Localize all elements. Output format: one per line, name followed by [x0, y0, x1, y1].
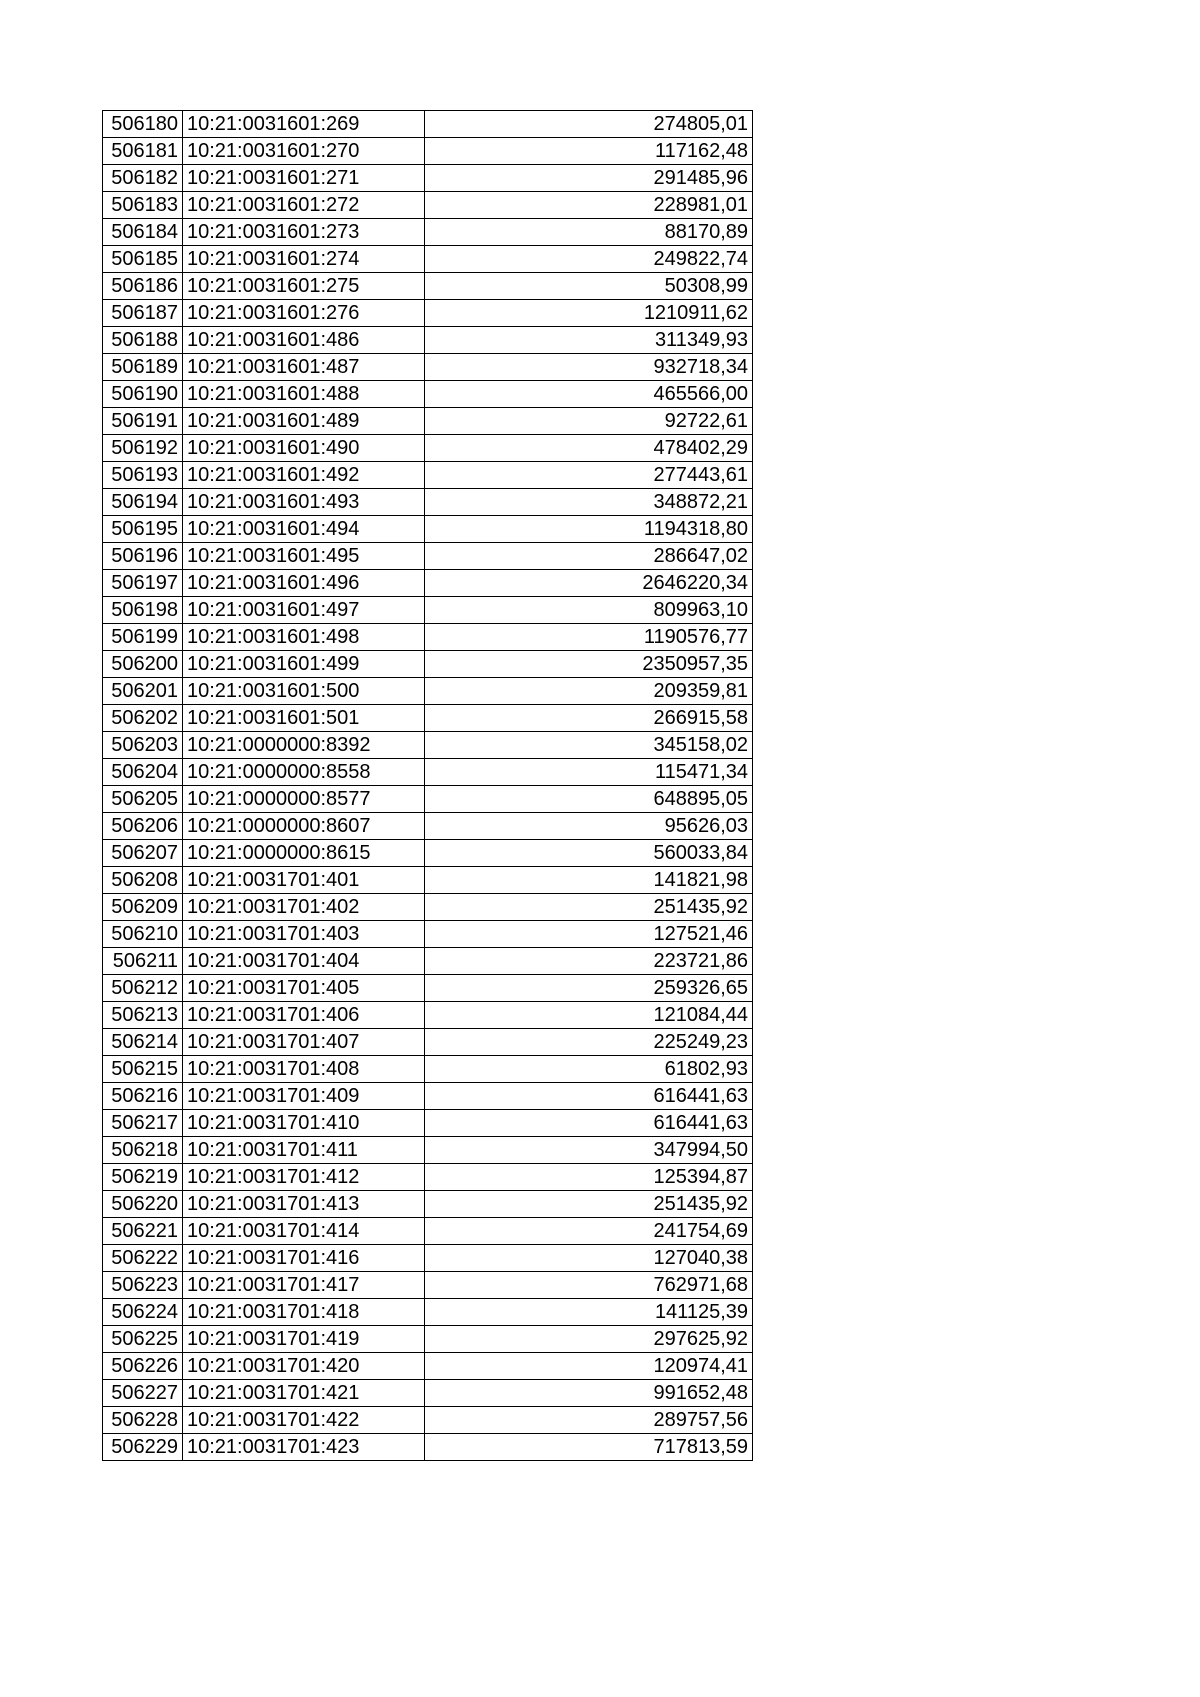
cadastral-number-cell: 10:21:0031701:402 [183, 894, 425, 921]
value-cell: 120974,41 [425, 1353, 753, 1380]
value-cell: 125394,87 [425, 1164, 753, 1191]
row-id-cell: 506203 [103, 732, 183, 759]
row-id-cell: 506186 [103, 273, 183, 300]
table-row [103, 1245, 753, 1272]
row-id-cell: 506184 [103, 219, 183, 246]
cadastral-number-cell: 10:21:0031701:413 [183, 1191, 425, 1218]
table-row [103, 1272, 753, 1299]
data-table [102, 110, 753, 1461]
cadastral-number-cell: 10:21:0031701:410 [183, 1110, 425, 1137]
table-row [103, 489, 753, 516]
row-id-cell: 506190 [103, 381, 183, 408]
value-cell: 762971,68 [425, 1272, 753, 1299]
cadastral-number-cell: 10:21:0031601:273 [183, 219, 425, 246]
cadastral-number-cell: 10:21:0000000:8607 [183, 813, 425, 840]
row-id-cell: 506187 [103, 300, 183, 327]
cadastral-number-cell: 10:21:0000000:8615 [183, 840, 425, 867]
value-cell: 291485,96 [425, 165, 753, 192]
value-cell: 61802,93 [425, 1056, 753, 1083]
value-cell: 251435,92 [425, 894, 753, 921]
table-row [103, 408, 753, 435]
row-id-cell: 506182 [103, 165, 183, 192]
value-cell: 228981,01 [425, 192, 753, 219]
cadastral-number-cell: 10:21:0031601:500 [183, 678, 425, 705]
table-row [103, 570, 753, 597]
row-id-cell: 506209 [103, 894, 183, 921]
table-row [103, 867, 753, 894]
row-id-cell: 506201 [103, 678, 183, 705]
row-id-cell: 506226 [103, 1353, 183, 1380]
value-cell: 225249,23 [425, 1029, 753, 1056]
table-row [103, 1380, 753, 1407]
row-id-cell: 506219 [103, 1164, 183, 1191]
cadastral-number-cell: 10:21:0031601:489 [183, 408, 425, 435]
row-id-cell: 506214 [103, 1029, 183, 1056]
row-id-cell: 506213 [103, 1002, 183, 1029]
value-cell: 95626,03 [425, 813, 753, 840]
cadastral-number-cell: 10:21:0031601:488 [183, 381, 425, 408]
cadastral-number-cell: 10:21:0031601:499 [183, 651, 425, 678]
value-cell: 121084,44 [425, 1002, 753, 1029]
row-id-cell: 506202 [103, 705, 183, 732]
table-row [103, 975, 753, 1002]
cadastral-number-cell: 10:21:0031701:412 [183, 1164, 425, 1191]
row-id-cell: 506189 [103, 354, 183, 381]
value-cell: 209359,81 [425, 678, 753, 705]
row-id-cell: 506198 [103, 597, 183, 624]
row-id-cell: 506192 [103, 435, 183, 462]
table-row [103, 138, 753, 165]
cadastral-number-cell: 10:21:0031601:270 [183, 138, 425, 165]
value-cell: 286647,02 [425, 543, 753, 570]
value-cell: 127040,38 [425, 1245, 753, 1272]
cadastral-number-cell: 10:21:0031601:501 [183, 705, 425, 732]
cadastral-number-cell: 10:21:0031601:269 [183, 111, 425, 138]
row-id-cell: 506208 [103, 867, 183, 894]
value-cell: 991652,48 [425, 1380, 753, 1407]
table-row [103, 1407, 753, 1434]
cadastral-number-cell: 10:21:0031701:417 [183, 1272, 425, 1299]
value-cell: 249822,74 [425, 246, 753, 273]
cadastral-number-cell: 10:21:0031701:409 [183, 1083, 425, 1110]
cadastral-number-cell: 10:21:0031701:404 [183, 948, 425, 975]
table-row [103, 1137, 753, 1164]
table-row [103, 1191, 753, 1218]
cadastral-number-cell: 10:21:0031601:274 [183, 246, 425, 273]
row-id-cell: 506197 [103, 570, 183, 597]
table-row [103, 192, 753, 219]
value-cell: 809963,10 [425, 597, 753, 624]
table-body [103, 111, 753, 1461]
row-id-cell: 506215 [103, 1056, 183, 1083]
value-cell: 345158,02 [425, 732, 753, 759]
value-cell: 616441,63 [425, 1083, 753, 1110]
table-row [103, 516, 753, 543]
row-id-cell: 506183 [103, 192, 183, 219]
table-row [103, 219, 753, 246]
cadastral-number-cell: 10:21:0031601:494 [183, 516, 425, 543]
cadastral-number-cell: 10:21:0031601:497 [183, 597, 425, 624]
table-row [103, 705, 753, 732]
row-id-cell: 506223 [103, 1272, 183, 1299]
table-row [103, 1326, 753, 1353]
row-id-cell: 506212 [103, 975, 183, 1002]
table-row [103, 273, 753, 300]
row-id-cell: 506220 [103, 1191, 183, 1218]
cadastral-number-cell: 10:21:0031701:420 [183, 1353, 425, 1380]
cadastral-number-cell: 10:21:0031601:486 [183, 327, 425, 354]
row-id-cell: 506200 [103, 651, 183, 678]
value-cell: 88170,89 [425, 219, 753, 246]
table-row [103, 597, 753, 624]
row-id-cell: 506204 [103, 759, 183, 786]
value-cell: 289757,56 [425, 1407, 753, 1434]
value-cell: 127521,46 [425, 921, 753, 948]
cadastral-number-cell: 10:21:0031601:490 [183, 435, 425, 462]
value-cell: 717813,59 [425, 1434, 753, 1461]
cadastral-number-cell: 10:21:0031601:271 [183, 165, 425, 192]
table-row [103, 354, 753, 381]
table-row [103, 1434, 753, 1461]
table-row [103, 948, 753, 975]
row-id-cell: 506229 [103, 1434, 183, 1461]
value-cell: 141821,98 [425, 867, 753, 894]
cadastral-number-cell: 10:21:0031601:495 [183, 543, 425, 570]
table-row [103, 651, 753, 678]
value-cell: 141125,39 [425, 1299, 753, 1326]
table-row [103, 1056, 753, 1083]
table-row [103, 1083, 753, 1110]
table-row [103, 678, 753, 705]
cadastral-number-cell: 10:21:0031701:408 [183, 1056, 425, 1083]
cadastral-number-cell: 10:21:0031601:492 [183, 462, 425, 489]
cadastral-number-cell: 10:21:0031701:416 [183, 1245, 425, 1272]
value-cell: 259326,65 [425, 975, 753, 1002]
value-cell: 277443,61 [425, 462, 753, 489]
table-row [103, 300, 753, 327]
value-cell: 616441,63 [425, 1110, 753, 1137]
row-id-cell: 506210 [103, 921, 183, 948]
table-row [103, 111, 753, 138]
row-id-cell: 506191 [103, 408, 183, 435]
table-row [103, 327, 753, 354]
value-cell: 932718,34 [425, 354, 753, 381]
row-id-cell: 506181 [103, 138, 183, 165]
row-id-cell: 506216 [103, 1083, 183, 1110]
value-cell: 465566,00 [425, 381, 753, 408]
table-row [103, 1002, 753, 1029]
row-id-cell: 506207 [103, 840, 183, 867]
cadastral-number-cell: 10:21:0031701:418 [183, 1299, 425, 1326]
value-cell: 223721,86 [425, 948, 753, 975]
value-cell: 348872,21 [425, 489, 753, 516]
cadastral-number-cell: 10:21:0031601:498 [183, 624, 425, 651]
cadastral-number-cell: 10:21:0031701:407 [183, 1029, 425, 1056]
row-id-cell: 506195 [103, 516, 183, 543]
cadastral-number-cell: 10:21:0031601:272 [183, 192, 425, 219]
cadastral-number-cell: 10:21:0031701:421 [183, 1380, 425, 1407]
value-cell: 1210911,62 [425, 300, 753, 327]
row-id-cell: 506180 [103, 111, 183, 138]
table-row [103, 462, 753, 489]
table-row [103, 1353, 753, 1380]
value-cell: 241754,69 [425, 1218, 753, 1245]
cadastral-number-cell: 10:21:0031701:405 [183, 975, 425, 1002]
row-id-cell: 506185 [103, 246, 183, 273]
cadastral-number-cell: 10:21:0031601:275 [183, 273, 425, 300]
value-cell: 92722,61 [425, 408, 753, 435]
row-id-cell: 506225 [103, 1326, 183, 1353]
table-row [103, 759, 753, 786]
cadastral-number-cell: 10:21:0031701:411 [183, 1137, 425, 1164]
row-id-cell: 506206 [103, 813, 183, 840]
row-id-cell: 506194 [103, 489, 183, 516]
row-id-cell: 506199 [103, 624, 183, 651]
value-cell: 347994,50 [425, 1137, 753, 1164]
cadastral-number-cell: 10:21:0031701:414 [183, 1218, 425, 1245]
table-row [103, 732, 753, 759]
value-cell: 648895,05 [425, 786, 753, 813]
value-cell: 50308,99 [425, 273, 753, 300]
cadastral-number-cell: 10:21:0000000:8558 [183, 759, 425, 786]
row-id-cell: 506193 [103, 462, 183, 489]
table-row [103, 624, 753, 651]
value-cell: 274805,01 [425, 111, 753, 138]
table-row [103, 894, 753, 921]
value-cell: 115471,34 [425, 759, 753, 786]
cadastral-number-cell: 10:21:0031601:496 [183, 570, 425, 597]
row-id-cell: 506217 [103, 1110, 183, 1137]
value-cell: 251435,92 [425, 1191, 753, 1218]
cadastral-number-cell: 10:21:0031701:401 [183, 867, 425, 894]
row-id-cell: 506205 [103, 786, 183, 813]
cadastral-number-cell: 10:21:0031701:406 [183, 1002, 425, 1029]
row-id-cell: 506222 [103, 1245, 183, 1272]
cadastral-number-cell: 10:21:0031601:487 [183, 354, 425, 381]
cadastral-number-cell: 10:21:0031601:493 [183, 489, 425, 516]
table-row [103, 1029, 753, 1056]
table-row [103, 435, 753, 462]
row-id-cell: 506227 [103, 1380, 183, 1407]
cadastral-number-cell: 10:21:0031701:419 [183, 1326, 425, 1353]
value-cell: 1190576,77 [425, 624, 753, 651]
row-id-cell: 506211 [103, 948, 183, 975]
cadastral-number-cell: 10:21:0031701:403 [183, 921, 425, 948]
row-id-cell: 506196 [103, 543, 183, 570]
value-cell: 311349,93 [425, 327, 753, 354]
value-cell: 2646220,34 [425, 570, 753, 597]
cadastral-number-cell: 10:21:0000000:8577 [183, 786, 425, 813]
table-row [103, 1164, 753, 1191]
table-row [103, 543, 753, 570]
value-cell: 1194318,80 [425, 516, 753, 543]
table-row [103, 381, 753, 408]
row-id-cell: 506221 [103, 1218, 183, 1245]
cadastral-number-cell: 10:21:0000000:8392 [183, 732, 425, 759]
cadastral-number-cell: 10:21:0031701:422 [183, 1407, 425, 1434]
table-row [103, 786, 753, 813]
table-row [103, 165, 753, 192]
row-id-cell: 506228 [103, 1407, 183, 1434]
value-cell: 117162,48 [425, 138, 753, 165]
table-row [103, 1218, 753, 1245]
table-row [103, 921, 753, 948]
row-id-cell: 506218 [103, 1137, 183, 1164]
value-cell: 297625,92 [425, 1326, 753, 1353]
table-row [103, 246, 753, 273]
cadastral-number-cell: 10:21:0031601:276 [183, 300, 425, 327]
table-row [103, 840, 753, 867]
value-cell: 266915,58 [425, 705, 753, 732]
value-cell: 2350957,35 [425, 651, 753, 678]
value-cell: 478402,29 [425, 435, 753, 462]
row-id-cell: 506224 [103, 1299, 183, 1326]
table-row [103, 1110, 753, 1137]
table-row [103, 1299, 753, 1326]
value-cell: 560033,84 [425, 840, 753, 867]
table-row [103, 813, 753, 840]
cadastral-number-cell: 10:21:0031701:423 [183, 1434, 425, 1461]
row-id-cell: 506188 [103, 327, 183, 354]
